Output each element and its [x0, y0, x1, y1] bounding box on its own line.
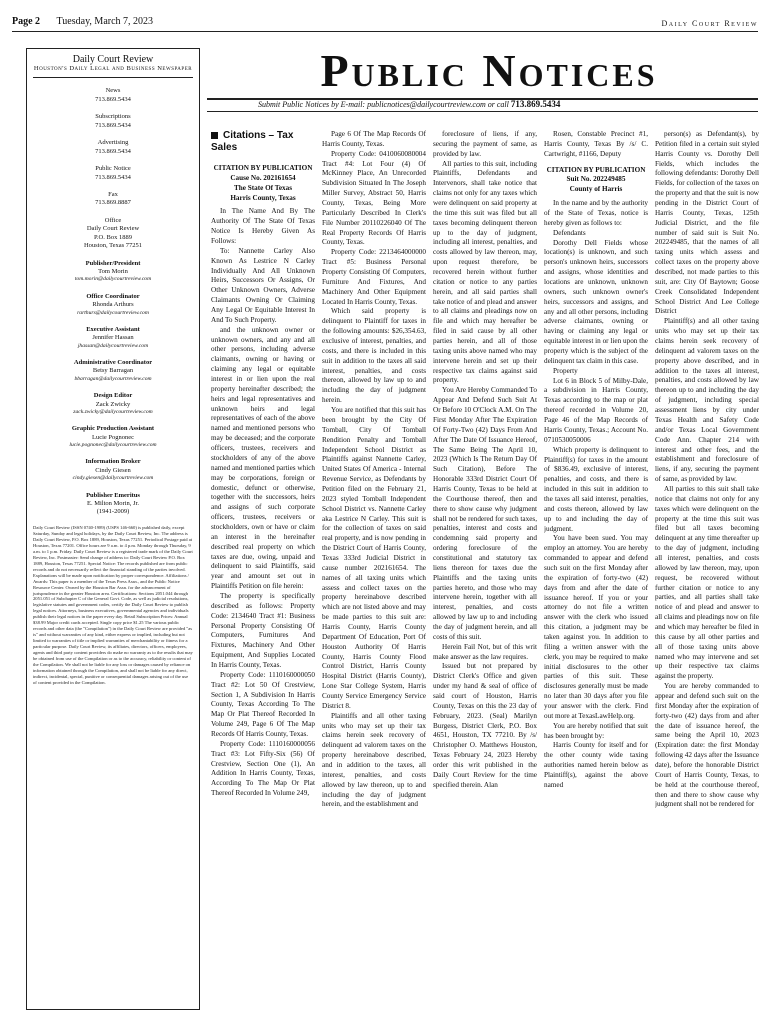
staff-email: rarthurs@dailycourtreview.com [77, 309, 149, 316]
notice-paragraph: Which said property is delinquent to Plaintiff for taxes in the following amounts: $26,354.63, exclusive of interest, penalties, and costs, and there is included in this suit in addition to the taxes all said interest, penalties, and costs thereon, allowed by law up to and including the day of judgment herein. [322, 307, 426, 405]
contact-entry [33, 191, 193, 208]
notice-paragraph: Property Code: 1110160000056 Tract #3: Lot Fifty-Six (56) Of Crestview, Section One (1), An Addition In Harris County, Texas, According To The Map Or Plat Thereof Recorded In Volume 249, [211, 739, 315, 798]
page-number: Page 2 [12, 16, 41, 27]
notice-column-4 [544, 130, 648, 1014]
staff-email: bbarragan@dailycourtreview.com [74, 375, 152, 382]
citation-heading [544, 166, 648, 196]
staff-name: Cindy Giesen [95, 466, 131, 474]
notice-paragraph: In the name and by the authority of the State of Texas, notice is hereby given as follows to: [544, 199, 648, 227]
staff-name: Jennifer Hassan [92, 334, 134, 342]
citation-line: Suit No. 202249485 [566, 175, 626, 184]
staff-email: zack.zwicky@dailycourtreview.com [73, 409, 153, 415]
staff-email: jhassan@dailycourtreview.com [77, 342, 149, 349]
section-heading: Citations – Tax Sales [211, 130, 294, 153]
citation-line: Harris County, Texas [230, 193, 296, 202]
sidebar-title: Daily Court Review [72, 54, 154, 65]
staff-email: tom.morin@dailycourtreview.com [74, 276, 152, 283]
notice-paragraph: You are hereby notified that suit has been brought by: [544, 721, 648, 740]
notice-paragraph: In The Name And By The Authority Of The State Of Texas Notice Is Hereby Given As Follows: [211, 207, 315, 246]
citation-line: County of Harris [569, 185, 623, 194]
office-address: Office Daily Court Review P.O. Box 1889 Houston, Texas 77251 [83, 216, 143, 250]
contact-entry [33, 87, 193, 104]
contact-phone: 713.869.5434 [95, 95, 131, 103]
staff-title: Publisher/President [85, 259, 141, 267]
notice-paragraph: Property [553, 366, 578, 375]
notice-paragraph: Which property is delinquent to Plaintiff(s) for taxes in the amount of $836.49, exclusive of interest, penalties, and costs, and there is included in this suit in addition to the taxes all said interest, penalties, and costs thereon, allowed by law up to and including the day of judgment. [544, 445, 648, 533]
staff-entry [33, 260, 193, 284]
staff-title: Design Editor [93, 392, 133, 400]
staff-name: Tom Morin [98, 268, 128, 275]
notice-paragraph: Herein Fail Not, but of this writ make answer as the law requires. [433, 642, 537, 661]
staff-title: Information Broker [85, 458, 141, 466]
notice-paragraph: Property Code: 0410060080004 Tract #4: Lot Four (4) Of McKinney Place, An Unrecorded Subdivision Situated In The Joseph Miller Survey, Abstract 50, Harris County, Texas, Being More Particularly Described In Clerk's File Number 20110226040 Of The Real Property Records Of Harris County, Texas. [322, 149, 426, 247]
notice-paragraph: Lot 6 in Block 5 of Milby-Dale, a subdivision in Harris County, Texas according to the map or plat thereof recorded in Volume 20, Page 46 of the Map Records of Harris County, Texas.; Account No. 0710530050006 [544, 376, 648, 444]
square-bullet-icon [211, 132, 218, 139]
citation-heading [211, 164, 315, 203]
notice-paragraph: Plaintiff(s) and all other taxing units who may set up their tax claims herein seek recovery of delinquent ad valorem taxes on the property above described, and in addition to the taxes all interest, penalties, and costs allowed by law thereon up to and including the day of judgment, including special assessment liens by city under Texas Health and Safety Code and/or Texas Local Government Code Ann. Chapter 214 with interest and other fees, and the establishment and foreclosure of liens, if any, securing the payment of same, as provided by law. [655, 317, 759, 484]
notice-paragraph: foreclosure of liens, if any, securing the payment of same, as provided by law. [433, 130, 537, 158]
citation-line: Cause No. 202161654 [230, 173, 296, 182]
notice-paragraph: To: Nannette Carley Also Known As Lestrice N Carley Individually And All Unknown Heirs, Successors Or Assigns, Or Other Unknown Owners, Adverse Claimants Owning Or Claiming Any Legal Or Equitable Interest In And To Such Property. [211, 246, 315, 324]
contact-phone: 713.869.5434 [95, 147, 131, 155]
contact-phone: 713.869.5434 [95, 121, 131, 129]
masthead-sidebar [26, 48, 200, 1010]
masthead-rule-lower [207, 111, 758, 112]
staff-name: Lucie Pognonec [91, 433, 135, 441]
staff-name: Rhonda Arthurs [92, 301, 134, 309]
staff-title: Graphic Production Assistant [71, 425, 155, 433]
contact-entry [33, 165, 193, 182]
notice-paragraph: Rosen, Constable Precinct #1, Harris County, Texas By /s/ C. Cartwright, #1166, Deputy [544, 130, 648, 158]
contact-label: Subscriptions [95, 113, 131, 121]
page-header-left [12, 16, 153, 27]
notice-column-3 [433, 130, 537, 1014]
notice-paragraph: Dorothy Dell Fields whose location(s) is unknown, and such person's unknown heirs, successors and assigns, whose identities and locations are unknown, unknown owners, such unknown owner's heirs, successors and assigns, and any and all other persons, including adverse claimants, owning or having or claiming any legal or equitable interest in or lien upon the property which is the subject of the delinquent tax claim in this case. [544, 238, 648, 365]
staff-email: cindy.giesen@dailycourtreview.com [72, 475, 154, 482]
contact-phone: 713.869.5434 [95, 173, 131, 181]
notice-paragraph: Plaintiffs and all other taxing units who may set up their tax claims herein seek recovery of delinquent ad valorem taxes on the property hereinabove described, and in addition to the taxes, all interest, penalties, and costs allowed by law thereon, up to and including the day of judgment herein, and the establishment and [322, 711, 426, 809]
running-head: Daily Court Review [661, 19, 758, 28]
notice-column-1 [211, 130, 315, 1014]
notice-paragraph: person(s) as Defendant(s), by Petition filed in a certain suit styled Harris County vs. Dorothy Dell Fields, which includes the following defendants: Dorothy Dell Fields, for collection of the taxes on the property and that the suit is now pending in the District Court of Harris County, Texas, 125th Judicial District, and the file number of said suit is Suit No. 202249485, that the names of all taxing units which assess and collect taxes on the property above described, not made parties to this suit, are: City Of Baytown; Goose Creek Consolidated Independent School District And Lee College District [655, 130, 759, 316]
contact-label: Fax [108, 190, 118, 198]
contact-label: Public Notice [95, 165, 131, 173]
staff-entry [33, 326, 193, 350]
staff-name: Betsy Barragan [92, 367, 134, 375]
notice-paragraph: Property Code: 2213464000000 Tract #5: Business Personal Property Consisting Of Computers, Furniture And Fixtures, And Machinery And Other Equipment Located In Harris County, Texas. [322, 248, 426, 306]
staff-entry [33, 293, 193, 317]
contact-label: Advertising [97, 139, 129, 147]
contact-entry [33, 139, 193, 156]
notice-column-2 [322, 130, 426, 1014]
notice-paragraph: Defendants [553, 228, 586, 237]
contact-phone: 713.869.8887 [95, 199, 131, 207]
contact-label: News [105, 87, 121, 95]
notice-paragraph: Property Code: 1110160000050 Tract #2: Lot 50 Of Crestview, Section 1, A Subdivision In Harris County, Texas According To The Map Or Plat Thereof Recorded In Volume 249, Page 6 Of The Map Records Of Harris County, Texas. [211, 670, 315, 738]
staff-entry [33, 425, 193, 449]
citation-line: CITATION BY PUBLICATION [213, 164, 313, 172]
sidebar-rule [33, 77, 193, 78]
notice-paragraph: You Are Hereby Commanded To Appear And Defend Such Suit At Or Before 10 O'Clock A.M. On The First Monday After The Expiration Of Forty-Two (42) Days From And After The Date Of Issuance Hereof, The Same Being The April 10, 2023 (Which Is The Return Day Of Such Citation), Before The Honorable 333rd District Court Of Harris County, Texas to be held at the Courthouse thereof, then and there to show cause why judgment shall not be rendered for such taxes, penalties, interest and costs and condemning said property and ordering foreclosure of the constitutional and statutory tax liens thereon for taxes due the Plaintiffs and the taxing units parties hereto, and those who may intervene herein, together with all interest, penalties, and costs allowed by law up to and including the day of judgment herein, and all costs of this suit. [433, 386, 537, 641]
staff-title: Executive Assistant [86, 325, 140, 333]
submit-phone: 713.869.5434 [510, 99, 561, 109]
staff-title: Administrative Coordinator [73, 358, 153, 366]
staff-name: Zack Zwicky [95, 400, 131, 408]
citation-line: CITATION BY PUBLICATION [546, 165, 646, 174]
staff-entry [33, 359, 193, 383]
notice-paragraph: Harris County for itself and for the other county wide taxing authorities named herein below as Plaintiff(s), against the above named [544, 741, 648, 789]
staff-list [33, 260, 193, 483]
notice-paragraph: All parties to this suit shall take notice that claims not only for any taxes which were delinquent on the property at the time this suit was filed but all taxes becoming delinquent at any time thereafter up to the day of judgment, including all interest, penalties, and costs allowed by law thereon, may, upon request, be recovered without further citation or notice to any parties, and all parties shall take notice of and plead and answer to all claims and pleadings now on file and which may hereafter be filed in this cause by all other parties and all of those taxing units above named who may intervene and set up their respective tax claims against the property. [655, 484, 759, 681]
sidebar-tagline: Houston's Daily Legal and Business Newspaper [33, 65, 193, 72]
notice-paragraph: Issued but not prepared by District Clerk's Office and given under my hand & seal of office of said court of Houston, Harris County, Texas on this the 23 day of February, 2023. (Seal) Marilyn Burgess, District Clerk, P.O. Box 4651, Houston, TX 77210. By /s/ Christopher O. Matthews Houston, Texas February 24, 2023 Hereby order this writ published in the Daily Court Review for the time specified therein. Alan [433, 662, 537, 789]
notice-paragraph: You are notified that this suit has been brought by the City Of Tomball, City Of Tomball Rendition Penalty and Tomball Independent School District as Plaintiffs against Nannette Carley, United States Of America - Internal Revenue Service, as Defendants by Petition filed on the February 21, 2023 styled Tomball Independent School District vs. Nannette Carley aka Lestrice N Carley. This suit is for the collection of taxes on said real property, and is now pending in the District Court of Harris County, Texas 333rd Judicial District in cause number 202161654. The names of all taxing units which assess and collect taxes on the property hereinabove described which are not listed above and may be made parties to this suit are: Harris County, Harris County Department Of Education, Port Of Houston Authority Of Harris County, Harris County Flood Control District, Harris County Hospital District (Harris County), Lone Star College System, Harris County Service Emergency Service District 8. [322, 406, 426, 710]
notice-paragraph: The property is specifically described as follows: Property Code: 2134640 Tract #1: Business Personal Property Consisting Of Computers, Furnitures And Fixtures, Machinery And Other Equipment, And Supplies Located In Harris County, Texas. [211, 591, 315, 669]
notice-paragraph: All parties to this suit, including Plaintiffs, Defendants and Intervenors, shall take notice that claims not only for any taxes which were delinquent on said property at the time this suit was filed but all taxes becoming delinquent thereon up to the day of judgment, including all interest, penalties, and costs allowed by law thereon, may, upon request therefore, be recovered herein without further citation or notice to any parties herein, and all said parties shall take notice of and plead and answer to all claims and pleadings now on file and which may hereafter be filed in said cause by all other parties herein, and all of those taxing units above named who may intervene herein and set up their respective tax claims against said property. [433, 159, 537, 385]
citation-line: The State Of Texas [233, 183, 293, 192]
issue-date: Tuesday, March 7, 2023 [56, 16, 154, 27]
publication-fine-print: Daily Court Review (ISSN 0740-1989) (USPS 146-660) is published daily, except Saturday, Sunday and legal holidays, by the Daily Court Review, Inc. The address is Daily Court Review, P.O. Box 1889, Houston, Texas 77251. Periodical Postage paid at Houston, Texas 77201. Office hours are 9 a.m. to 4 p.m. Monday through Thursday, 9 a.m. to 1 p.m. Friday. Daily Court Review is a registered trade mark of the Daily Court Review, Inc. Postmaster: Send change of address to: Daily Court Review P.O. Box 1889, Houston, Texas 77251. Special Notice: The records published are from public records and do not necessarily reflect the financial standing of the parties involved. Explanations will be made upon notification by proper correspondence. Affiliations / Awards: This paper is a member of the Texas Press Assn., and the Public Notice Resource Center. Owned by the Houston Bar Assn. for the advancement of jurisprudence in the greater Houston area. Certifications: Sections 2051.044 through 2051.051 of Subchapter C of the General Govt. Code, as well as judicial resolutions, legislative statutes and government codes, certify the Daily Court Review to publish legal notices. Attorneys, business executives, governmental agencies and individuals publish their legal notices in the paper every day. Retail Subscription Prices: Annual $38.99 Major credit cards accepted. Single copy price $1.25 The various public records and other data (the "Compilation") in the Daily Court Review are provided "as is" and without warranties of any kind, either express or implied, including but not limited to warranties of title or implied warranties of merchantability or fitness for a particular purpose. Daily Court Review, its affiliates, directors, officers, employees, agents and third party content providers do make no warranty as to the results that may be obtained from use of the Compilation or as to the accuracy, reliability or content of the Compilation. We shall not be liable for any loss or damages caused by reliance on information obtained through the Compilation, and shall not be liable for any direct, indirect, incidental, special, punitive or consequential damages arising out of the use of content provided in the Compilation. [33, 524, 193, 686]
staff-email: lucie.pognonec@dailycourtreview.com [69, 442, 157, 449]
notice-paragraph: Page 6 Of The Map Records Of Harris County, Texas. [322, 130, 426, 148]
contact-entry [33, 113, 193, 130]
staff-entry [33, 458, 193, 482]
page-title: Public Notices [320, 45, 658, 96]
notice-column-5 [655, 130, 759, 1014]
notice-paragraph: You have been sued. You may employ an attorney. You are hereby commanded to appear and defend such suit on the first Monday after the expiration of forty-two (42) days from and after the date of issuance hereof. If you or your attorney do not file a written answer with the clerk who issued this citation, a judgment may be taken against you. In addition to filing a written answer with the clerk, you may be required to make initial disclosures to the other parties of this suit. These disclosures generally must be made no later than 30 days after you file your answer with the clerk. Find out more at TexasLawHelp.org. [544, 534, 648, 720]
publisher-emeritus: Publisher Emeritus E. Milton Morin, Jr. (1941-2009) [86, 491, 140, 516]
header-rule [12, 31, 758, 32]
submit-notice-line: Submit Public Notices by E-mail: publicnotices@dailycourtreview.com or call 713.869.5434 [258, 99, 561, 109]
staff-title: Office Coordinator [86, 292, 140, 300]
contact-list [33, 87, 193, 207]
notice-paragraph: You are hereby commanded to appear and defend such suit on the first Monday after the expiration of forty-two (42) days from and after the date of issuance hereof, the same being the April 10, 2023 (Expiration date: the first Monday following 42 days after the Issuance date), before the honorable District Court of Harris County, Texas, to be held at the courthouse thereof, then and there to show cause why judgment shall not be rendered for [655, 682, 759, 809]
staff-entry [33, 392, 193, 416]
notice-paragraph: and the unknown owner or unknown owners, and any and all other persons, including adverse claimants, owning or having or claiming any legal or equitable interest in or lien upon the real property hereinafter described; the heirs and legal representatives and unknown heirs and legal representatives of each of the above named and mentioned persons who may be deceased; and the corporate officers, trustees, receivers and stockholders of any of the above named and mentioned parties which may be corporations, foreign or domestic, defunct or otherwise, together with the successors, heirs and assigns of such corporate officers, trustees, receivers or stockholders, own or have or claim an interest in the hereinafter described real property on which taxes are due, owing, unpaid and delinquent to said Plaintiffs, said year and amount set out in Plaintiffs Petition on file herein: [211, 325, 315, 591]
